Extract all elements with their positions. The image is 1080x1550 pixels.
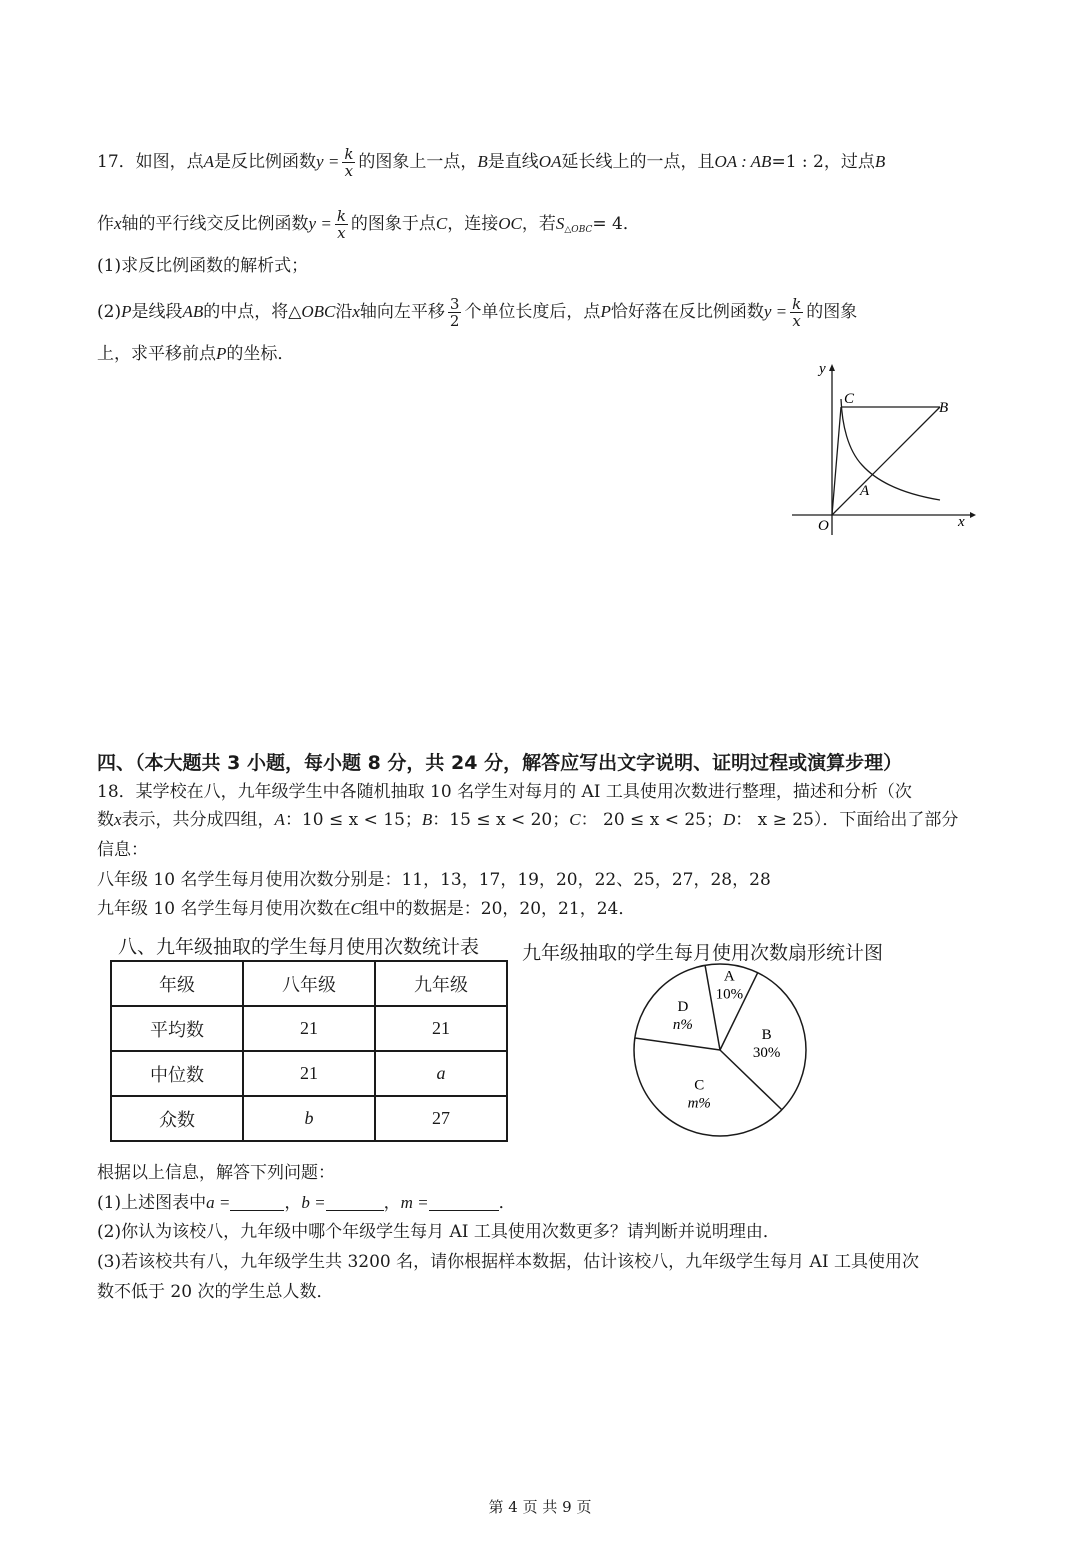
pie-title: 九年级抽取的学生每月使用次数扇形统计图 [522, 942, 884, 964]
label-B: B [939, 400, 949, 416]
table-cell: 众数 [111, 1096, 243, 1141]
pie-slice-boundary-A [705, 965, 720, 1050]
label-O: O [818, 518, 829, 534]
pie-slice-boundary-D [635, 1038, 720, 1050]
q17-figure [780, 355, 980, 545]
q17-part2-line1: (2)P是线段AB的中点，将△OBC沿x轴向左平移 $\frac{3}{2}$ 个单位长度后，点P恰好落在反比例函数y = $\frac{k}{x}$ 的图象 [97, 295, 858, 330]
label-x: x [958, 514, 965, 530]
q17-line2: 作x轴的平行线交反比例函数y = $\frac{k}{x}$ 的图象于点C，连接OC，若$S_{\triangle OBC}= 4$． [97, 207, 640, 242]
q17-part1: (1)求反比例函数的解析式； [97, 256, 309, 276]
table-cell: 平均数 [111, 1006, 243, 1051]
table-cell: a [375, 1051, 507, 1096]
q18-line2: 数x表示，共分成四组，A：10 ≤ x < 15；B：15 ≤ x < 20；C： 20 ≤ x < 25；D： x ≥ 25）．下面给出了部分 [97, 810, 959, 830]
q18-line4: 八年级 10 名学生每月使用次数分别是：11，13，17，19，20，22、25，27，28，28 [97, 870, 771, 890]
y-axis-arrow [829, 364, 835, 371]
segment-OB [832, 407, 940, 515]
table-cell: 27 [375, 1096, 507, 1141]
q18-part3-line1: (3)若该校共有八，九年级学生共 3200 名，请你根据样本数据，估计该校八，九年级学生每月 AI 工具使用次 [97, 1252, 919, 1272]
pie-value-D: n% [672, 1017, 693, 1034]
pie-label-C: C [694, 1077, 705, 1094]
pie-value-A: 10% [715, 986, 744, 1003]
pie-label-B: B [761, 1026, 772, 1043]
q18-part3-line2: 数不低于 20 次的学生总人数． [97, 1282, 334, 1302]
pie-value-C: m% [687, 1095, 711, 1112]
q18-line5: 九年级 10 名学生每月使用次数在C组中的数据是：20，20，21，24． [97, 899, 636, 919]
table-cell: 中位数 [111, 1051, 243, 1096]
table-title: 八、九年级抽取的学生每月使用次数统计表 [118, 936, 480, 958]
pie-chart [620, 958, 820, 1148]
fraction-k-over-x: $\frac{k}{x}$ [344, 145, 354, 180]
table-row [111, 1096, 507, 1141]
page-footer: 第 4 页 共 9 页 [488, 1498, 592, 1516]
table-header-cell: 九年级 [375, 961, 507, 1006]
fraction-k-over-x: $\frac{k}{x}$ [336, 207, 346, 242]
stats-table [110, 960, 508, 1142]
table-header-cell: 年级 [111, 961, 243, 1006]
table-cell: 21 [375, 1006, 507, 1051]
table-row [111, 1051, 507, 1096]
q17-part2-line2: 上，求平移前点P的坐标． [97, 344, 295, 364]
hyperbola-curve [841, 399, 940, 500]
fraction-k-over-x: $\frac{k}{x}$ [792, 295, 802, 330]
label-A: A [860, 483, 870, 499]
table-header-cell: 八年级 [243, 961, 375, 1006]
answer-blank-a[interactable] [230, 1194, 284, 1211]
table-cell: b [243, 1096, 375, 1141]
q17-line1: 17．如图，点A是反比例函数y = $\frac{k}{x}$ 的图象上一点，B是直线OA延长线上的一点，且OA : AB=1 : 2，过点B [97, 145, 886, 180]
table-cell: 21 [243, 1051, 375, 1096]
answer-blank-m[interactable] [429, 1194, 499, 1211]
section-heading: 四、（本大题共 3 小题，每小题 8 分，共 24 分，解答应写出文字说明、证明过程或演算步理） [97, 752, 903, 774]
fraction-three-halves: $\frac{3}{2}$ [449, 295, 460, 330]
q18-line3: 信息： [97, 840, 148, 860]
question-number: 17． [97, 152, 136, 172]
answer-blank-b[interactable] [326, 1194, 384, 1211]
pie-value-B: 30% [752, 1044, 781, 1061]
label-C: C [844, 391, 855, 407]
table-header-row [111, 961, 507, 1006]
pie-label-D: D [677, 999, 689, 1016]
table-cell: 21 [243, 1006, 375, 1051]
table-row [111, 1006, 507, 1051]
segment-OC [832, 407, 841, 515]
q18-part2: (2)你认为该校八，九年级中哪个年级学生每月 AI 工具使用次数更多？请判断并说明理由． [97, 1222, 780, 1242]
x-axis-arrow [970, 512, 976, 518]
q18-part1: (1)上述图表中a = ，b = ，m = ． [97, 1193, 516, 1213]
pie-label-A: A [723, 968, 735, 985]
q18-line1: 18．某学校在八，九年级学生中各随机抽取 10 名学生对每月的 AI 工具使用次数进行整理，描述和分析（次 [97, 782, 912, 802]
label-y: y [819, 361, 826, 377]
q18-after: 根据以上信息，解答下列问题： [97, 1163, 335, 1183]
